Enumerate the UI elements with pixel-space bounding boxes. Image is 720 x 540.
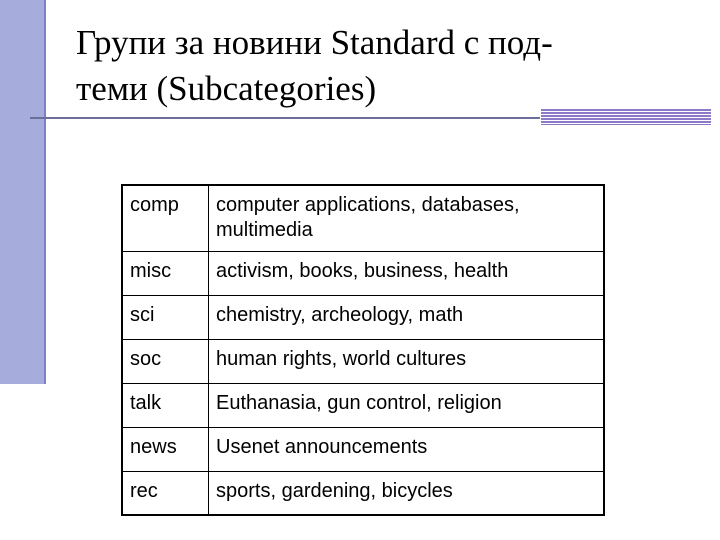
table-row — [122, 295, 604, 339]
table-row — [122, 427, 604, 471]
table-row — [122, 383, 604, 427]
category-topics: Euthanasia, gun control, religion — [209, 383, 605, 427]
left-decorative-bar — [0, 0, 46, 384]
category-code: news — [122, 427, 209, 471]
category-code: talk — [122, 383, 209, 427]
table-row — [122, 339, 604, 383]
category-topics: computer applications, databases, multimedia — [209, 185, 605, 251]
table-row — [122, 251, 604, 295]
table-row — [122, 185, 604, 251]
category-code: comp — [122, 185, 209, 251]
slide-title — [76, 20, 696, 112]
category-topics: human rights, world cultures — [209, 339, 605, 383]
title-line-1: Групи за новини Standard с под- — [76, 23, 553, 62]
category-topics: activism, books, business, health — [209, 251, 605, 295]
subcategories-table — [121, 184, 605, 516]
category-topics: chemistry, archeology, math — [209, 295, 605, 339]
title-underline — [30, 117, 540, 119]
category-topics: sports, gardening, bicycles — [209, 471, 605, 515]
title-accent-block — [541, 109, 711, 125]
category-code: sci — [122, 295, 209, 339]
category-code: rec — [122, 471, 209, 515]
title-line-2: теми (Subcategories) — [76, 69, 377, 108]
category-topics: Usenet announcements — [209, 427, 605, 471]
category-code: misc — [122, 251, 209, 295]
category-code: soc — [122, 339, 209, 383]
table-row — [122, 471, 604, 515]
